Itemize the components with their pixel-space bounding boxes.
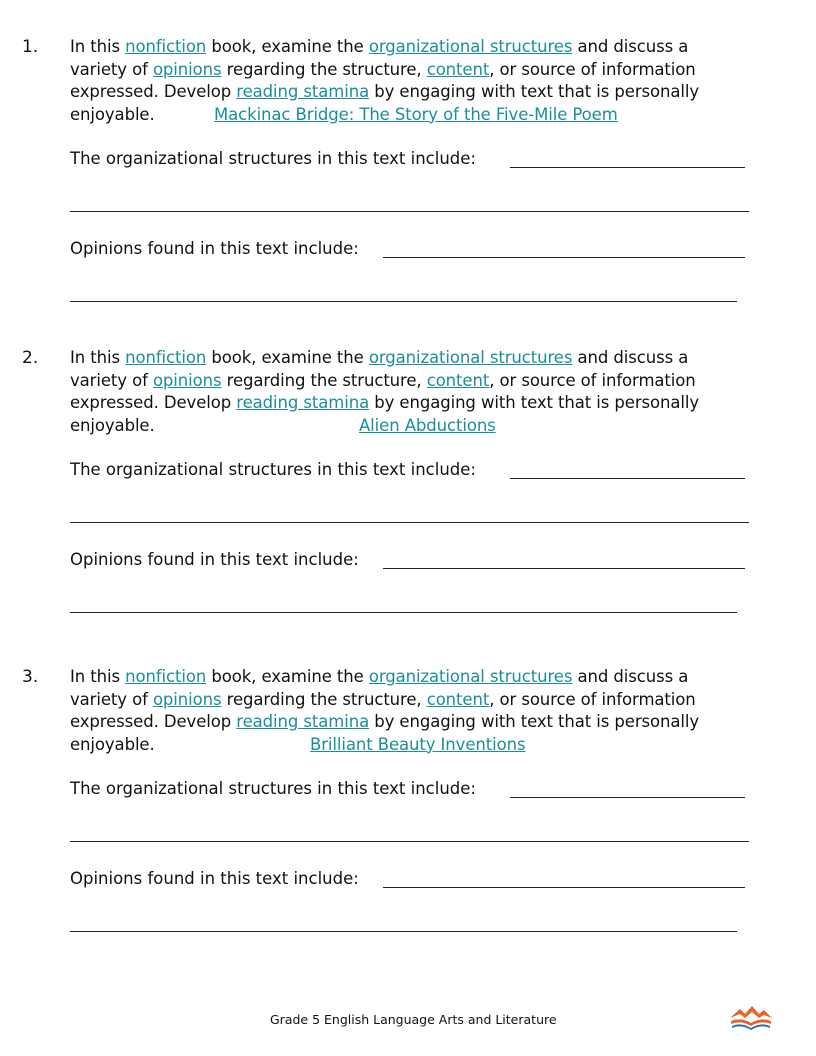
para-line (70, 392, 760, 415)
para-text: In this (70, 37, 126, 56)
question-number: 1. (22, 37, 39, 57)
question-paragraph (70, 666, 760, 756)
para-line (70, 711, 760, 734)
para-text: , or source of information (489, 689, 696, 709)
opinions-prompt: Opinions found in this text include: (70, 239, 359, 258)
content-link[interactable]: content (426, 689, 490, 709)
para-line (70, 734, 760, 757)
opinions-answer-blank[interactable] (383, 887, 745, 888)
book-title-link[interactable]: Mackinac Bridge: The Story of the Five-Mile Poem (214, 104, 618, 124)
para-line (70, 59, 760, 82)
para-text: variety of (70, 689, 153, 709)
question-number: 2. (22, 348, 39, 368)
nonfiction-link[interactable]: nonfiction (125, 667, 207, 686)
para-text: expressed. Develop (70, 712, 237, 731)
reading-stamina-link[interactable]: reading stamina (236, 82, 370, 101)
para-text: regarding the structure, (221, 689, 427, 709)
para-text: , or source of information (489, 59, 696, 79)
para-text: and discuss a (572, 37, 689, 56)
question-number: 3. (22, 667, 39, 687)
para-line (70, 36, 760, 59)
para-text: and discuss a (572, 348, 689, 367)
book-title-link[interactable]: Alien Abductions (359, 415, 496, 435)
para-text: by engaging with text that is personally (369, 712, 699, 731)
para-text: book, examine the (206, 667, 369, 686)
structures-answer-line[interactable] (70, 211, 749, 212)
para-text: , or source of information (489, 370, 696, 390)
reading-stamina-link[interactable]: reading stamina (236, 712, 370, 731)
para-text: regarding the structure, (221, 59, 427, 79)
book-title-link[interactable]: Brilliant Beauty Inventions (310, 734, 526, 754)
para-text: book, examine the (206, 348, 369, 367)
opinions-link[interactable]: opinions (152, 689, 222, 709)
structures-prompt: The organizational structures in this text include: (70, 460, 476, 479)
mountain-book-logo-icon (728, 1004, 774, 1032)
organizational-structures-link[interactable]: organizational structures (368, 667, 573, 686)
opinions-answer-line[interactable] (70, 931, 737, 932)
question-paragraph (70, 36, 760, 126)
para-line (70, 81, 760, 104)
structures-answer-blank[interactable] (510, 478, 745, 479)
opinions-answer-line[interactable] (70, 301, 737, 302)
para-text: In this (70, 667, 126, 686)
para-text: In this (70, 348, 126, 367)
structures-answer-blank[interactable] (510, 797, 745, 798)
para-text: enjoyable. (70, 734, 155, 754)
structures-answer-line[interactable] (70, 841, 749, 842)
page-footer: Grade 5 English Language Arts and Literature (270, 1012, 557, 1027)
para-line (70, 347, 760, 370)
nonfiction-link[interactable]: nonfiction (125, 348, 207, 367)
para-text: enjoyable. (70, 415, 155, 435)
opinions-answer-blank[interactable] (383, 568, 745, 569)
para-line (70, 104, 760, 127)
structures-answer-line[interactable] (70, 522, 749, 523)
para-text: and discuss a (572, 667, 689, 686)
para-line (70, 689, 760, 712)
opinions-link[interactable]: opinions (152, 370, 222, 390)
organizational-structures-link[interactable]: organizational structures (368, 348, 573, 367)
question-paragraph (70, 347, 760, 437)
content-link[interactable]: content (426, 370, 490, 390)
para-text: by engaging with text that is personally (369, 393, 699, 412)
opinions-link[interactable]: opinions (152, 59, 222, 79)
para-line (70, 370, 760, 393)
para-line (70, 415, 760, 438)
structures-prompt: The organizational structures in this text include: (70, 149, 476, 168)
para-text: expressed. Develop (70, 393, 237, 412)
para-text: expressed. Develop (70, 82, 237, 101)
organizational-structures-link[interactable]: organizational structures (368, 37, 573, 56)
opinions-prompt: Opinions found in this text include: (70, 550, 359, 569)
content-link[interactable]: content (426, 59, 490, 79)
nonfiction-link[interactable]: nonfiction (125, 37, 207, 56)
structures-prompt: The organizational structures in this text include: (70, 779, 476, 798)
opinions-answer-line[interactable] (70, 612, 737, 613)
para-text: book, examine the (206, 37, 369, 56)
para-text: variety of (70, 59, 153, 79)
mountain-book-logo-icon (728, 1004, 774, 1036)
reading-stamina-link[interactable]: reading stamina (236, 393, 370, 412)
para-text: variety of (70, 370, 153, 390)
opinions-answer-blank[interactable] (383, 257, 745, 258)
para-text: regarding the structure, (221, 370, 427, 390)
para-text: enjoyable. (70, 104, 155, 124)
opinions-prompt: Opinions found in this text include: (70, 869, 359, 888)
structures-answer-blank[interactable] (510, 167, 745, 168)
para-text: by engaging with text that is personally (369, 82, 699, 101)
para-line (70, 666, 760, 689)
